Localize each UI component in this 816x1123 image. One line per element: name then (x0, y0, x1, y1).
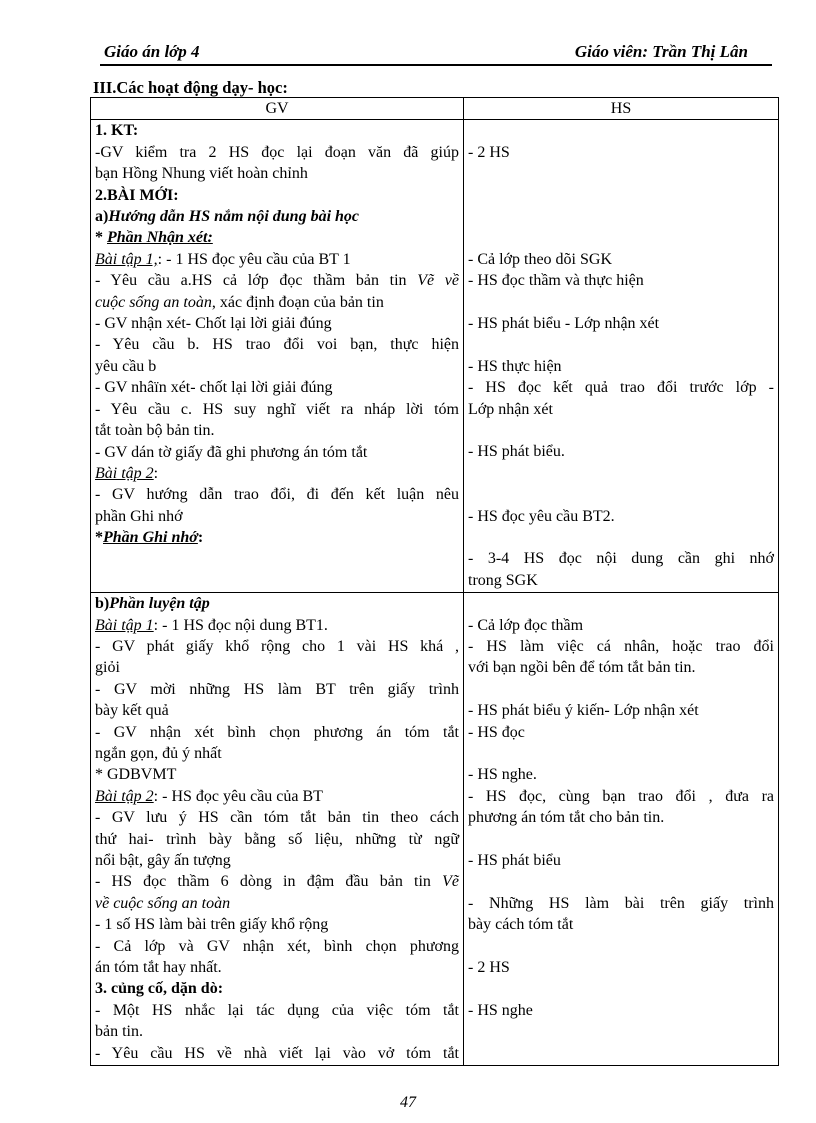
text-line: - Cả lớp và GV nhận xét, bình chọn phương (95, 937, 459, 955)
text-line: - HS đọc thầm 6 dòng in đậm đầu bản tin Vẽ (95, 873, 459, 891)
text-line: - GV nhận xét bình chọn phương án tóm tắt (95, 723, 459, 741)
text-line: - GV nhận xét- Chốt lại lời giải đúng (95, 315, 332, 333)
text-line: cuộc sống an toàn, xác định đoạn của bản tin (95, 293, 384, 311)
text-line: - HS làm việc cá nhân, hoặc trao đổi (468, 637, 774, 655)
text-line: * GDBVMT (95, 766, 177, 784)
text-line: - Yêu cầu HS về nhà viết lại vào vở tóm tắt (95, 1044, 459, 1062)
text-line: Bài tập 2: (95, 464, 159, 482)
hs-cell (464, 120, 779, 593)
text-line: - 1 số HS làm bài trên giấy khổ rộng (95, 916, 329, 934)
text-line: phương án tóm tắt cho bản tin. (468, 809, 665, 827)
gv-cell (91, 593, 464, 1066)
text-line: - HS phát biểu. (468, 443, 565, 461)
text-line: - HS phát biểu (468, 851, 561, 869)
text-line: *Phần Ghi nhớ: (95, 529, 204, 547)
text-line: - HS đọc thầm và thực hiện (468, 272, 644, 290)
text-line: bạn Hồng Nhung viết hoàn chỉnh (95, 165, 308, 183)
page-number: 47 (400, 1094, 416, 1111)
text-line: 1. KT: (95, 122, 139, 140)
text-line: - HS phát biểu ý kiến- Lớp nhận xét (468, 702, 699, 720)
text-line: - HS thực hiện (468, 357, 562, 375)
text-line: Lớp nhận xét (468, 400, 553, 418)
lesson-table (90, 97, 779, 1066)
text-line: trong SGK (468, 571, 538, 589)
text-line: giỏi (95, 659, 120, 677)
text-line: - 2 HS (468, 143, 510, 161)
text-line: về cuộc sống an toàn (95, 894, 231, 912)
text-line: * Phần Nhận xét: (95, 229, 213, 247)
text-line: yêu cầu b (95, 357, 157, 375)
text-line: bày cách tóm tắt (468, 916, 574, 934)
text-line: nổi bật, gây ấn tượng (95, 852, 231, 870)
column-header-gv: GV (91, 98, 464, 120)
text-line: - GV lưu ý HS cần tóm tắt bản tin theo cách (95, 809, 459, 827)
table-header-row (91, 98, 779, 120)
text-line: - GV dán tờ giấy đã ghi phương án tóm tắt (95, 443, 368, 461)
text-line: - HS đọc kết quả trao đổi trước lớp - (468, 379, 774, 397)
text-line: b)Phần luyện tập (95, 595, 210, 613)
text-line: -GV kiểm tra 2 HS đọc lại đoạn văn đã giúp (95, 143, 459, 161)
text-line: - HS nghe (468, 1001, 533, 1019)
text-line: - HS đọc yêu cầu BT2. (468, 507, 615, 525)
text-line: a)Hướng dẫn HS nắm nội dung bài học (95, 208, 360, 226)
text-line: - 2 HS (468, 958, 510, 976)
text-line: - 3-4 HS đọc nội dung cần ghi nhớ (468, 550, 774, 568)
header-grade: Giáo án lớp 4 (104, 42, 200, 61)
text-line: - Yêu cầu a.HS cả lớp đọc thầm bản tin Vẽ về (95, 272, 460, 290)
text-line: - Yêu cầu c. HS suy nghĩ viết ra nháp lời tóm (95, 400, 459, 418)
text-line: - HS đọc (468, 723, 525, 741)
text-line: - Những HS làm bài trên giấy trình (468, 894, 774, 912)
text-line: Bài tập 2: - HS đọc yêu cầu của BT (95, 787, 323, 805)
text-line: với bạn ngồi bên để tóm tắt bản tin. (468, 659, 696, 677)
text-line: - HS nghe. (468, 766, 537, 784)
hs-cell (464, 593, 779, 1066)
text-line: - Cả lớp theo dõi SGK (468, 250, 613, 268)
text-line: Bài tập 1,: - 1 HS đọc yêu cầu của BT 1 (95, 250, 351, 268)
text-line: ngắn gọn, đủ ý nhất (95, 745, 222, 763)
text-line: Bài tập 1: - 1 HS đọc nội dung BT1. (95, 616, 328, 634)
gv-cell (91, 120, 464, 593)
text-line: án tóm tắt hay nhất. (95, 959, 222, 977)
text-line: - GV phát giấy khổ rộng cho 1 vài HS khá , (95, 637, 459, 655)
table-row (91, 593, 779, 1066)
text-line: tắt toàn bộ bản tin. (95, 422, 215, 440)
text-line: - Một HS nhắc lại tác dụng của việc tóm tắt (95, 1001, 459, 1019)
column-header-hs: HS (464, 98, 779, 120)
text-line: - HS đọc, cùng bạn trao đổi , đưa ra (468, 787, 774, 805)
text-line: thứ hai- trình bày bằng số liệu, những từ ngữ (95, 830, 459, 848)
text-line: bản tin. (95, 1023, 143, 1041)
page-header (100, 38, 772, 66)
text-line: 2.BÀI MỚI: (95, 186, 179, 204)
text-line: bày kết quả (95, 702, 169, 720)
text-line: phần Ghi nhớ (95, 507, 183, 525)
text-line: - GV nhâïn xét- chốt lại lời giải đúng (95, 379, 333, 397)
section-title: III.Các hoạt động dạy- học: (93, 78, 288, 97)
text-line: - GV mời những HS làm BT trên giấy trình (95, 680, 459, 698)
text-line: 3. củng cố, dặn dò: (95, 980, 224, 998)
table-row (91, 120, 779, 593)
text-line: - Cả lớp đọc thầm (468, 616, 584, 634)
text-line: - GV hướng dẫn trao đổi, đi đến kết luận nêu (95, 486, 459, 504)
header-teacher: Giáo viên: Trần Thị Lân (574, 42, 748, 61)
text-line: - Yêu cầu b. HS trao đổi voi bạn, thực hiện (95, 336, 459, 354)
text-line: - HS phát biểu - Lớp nhận xét (468, 314, 660, 332)
